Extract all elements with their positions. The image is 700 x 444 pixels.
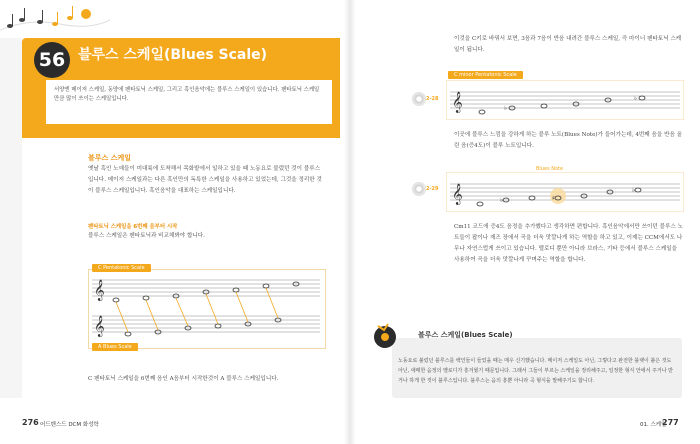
section-body-blues-scale: 옛날 흑인 노예들이 미대륙에 도착해서 목화밭에서 일하고 있을 때 노동요로 불렀던 것이 블루스입니다. 메이저 스케일과는 다른 흑인만의 독특한 스케일을 사용하고 있었는데, 그것을 정리한 것이 블루스 스케일입니다. 흑인음악을 대표하는 스케일입니다. — [88, 166, 322, 194]
blues-note-label: Blues Note — [536, 166, 564, 172]
svg-text:𝄞: 𝄞 — [94, 316, 105, 337]
summary-mascot-icon — [370, 320, 400, 350]
section-heading-pentatonic: 펜타토닉 스케일을 6번째 음부터 시작 — [88, 224, 178, 230]
svg-text:♭: ♭ — [632, 187, 635, 194]
svg-text:𝄞: 𝄞 — [452, 184, 463, 205]
svg-text:♭: ♭ — [634, 95, 637, 102]
chapter-footer-label: 01. 스케일 — [640, 422, 667, 428]
staff-c-minor-pentatonic — [446, 80, 684, 120]
chapter-number-badge: 56 — [34, 42, 70, 78]
cd-track-label: 2-29 — [426, 186, 439, 192]
section-heading-blues-scale: 블루스 스케일 — [88, 154, 132, 162]
summary-text: 노동요로 불렀던 블루스를 백인들이 들었을 때는 매우 신기했습니다. 메이저 스케일도 아닌, 그렇다고 완전한 블랫이 붙은 것도 아닌, 애매한 음정의 멜로디가 흥겨웠기 때문입니다. 그래서 그들이 부르는 스케일을 정리해주고, 일정한 형식 안에서 주거나 받거나 하게 한 것이 블루스입니다. 블루스는 음의 흥뿐 아니라 곡 형식을 말해주기도 합니다. — [398, 358, 673, 384]
cd-track-icon — [412, 182, 426, 196]
tag-a-blues: A Blues Scale — [92, 343, 138, 351]
right-bottom-text: Cm11 코드에 증4도 음정을 추가했다고 생각하면 편합니다. 흑인음악에서만 쓰이던 블루스 노트들이 팝이나 재즈 장에서 곡을 더욱 맛깔나게 하는 역할을 하고 있고, 이제는 CCM에서도 나무나 자연스럽게 쓰이고 있습니다. 멜로디 뿐만 아니라 브라스, 기타 등에서 블루스 스케일을 사용하여 곡을 더욱 맛깔나게 꾸며주는 역할을 합니다. — [454, 224, 683, 263]
tag-c-minor-pentatonic: C minor Pentatonic Scale — [448, 71, 523, 79]
staff-caption: C 펜타토닉 스케일을 6번째 음인 A음부터 시작한것이 A 블루스 스케일입니다. — [88, 376, 279, 382]
page-number-right: 277 — [662, 418, 679, 427]
staff-blues-scale — [446, 172, 684, 212]
svg-text:♭: ♭ — [500, 197, 503, 204]
right-middle-text: 이곳에 블루스 느낌을 강하게 하는 블루 노트(Blues Note)가 들어가는데, 4번째 음을 반음 올린 음(증4도)이 블루 노트입니다. — [454, 132, 683, 149]
staff-comparison-notation — [90, 272, 322, 344]
left-margin-strip — [0, 38, 22, 398]
summary-title: 블루스 스케일(Blues Scale) — [418, 331, 513, 339]
music-notes-decoration — [0, 0, 110, 40]
chapter-title: 블루스 스케일(Blues Scale) — [78, 47, 268, 63]
chapter-intro: 서양엔 메이저 스케일, 동양에 펜타토닉 스케일, 그리고 흑인음악에는 블루스 스케일이 있습니다. 펜타토닉 스케일만큼 많이 쓰이는 스케일입니다. — [46, 80, 332, 124]
section-body-pentatonic: 블루스 스케일은 펜타토닉과 비교해봐야 합니다. — [88, 233, 205, 239]
tag-c-pentatonic: C Pentatonic Scale — [92, 264, 151, 272]
cd-track-icon — [412, 92, 426, 106]
book-title-footer: 어드밴스드 DCM 화성학 — [40, 422, 99, 428]
page-number-left: 276 — [22, 418, 39, 427]
svg-text:𝄞: 𝄞 — [452, 92, 463, 113]
cd-track-label: 2-28 — [426, 96, 439, 102]
book-gutter — [344, 0, 356, 444]
svg-text:𝄞: 𝄞 — [94, 280, 105, 301]
svg-text:♯: ♯ — [552, 195, 555, 202]
right-intro-text: 이것을 C키로 바꿔서 보면, 3음과 7음이 반음 내려간 블루스 스케일, 즉 마이너 펜타토닉 스케일이 됩니다. — [454, 36, 682, 53]
svg-text:♭: ♭ — [504, 105, 507, 112]
